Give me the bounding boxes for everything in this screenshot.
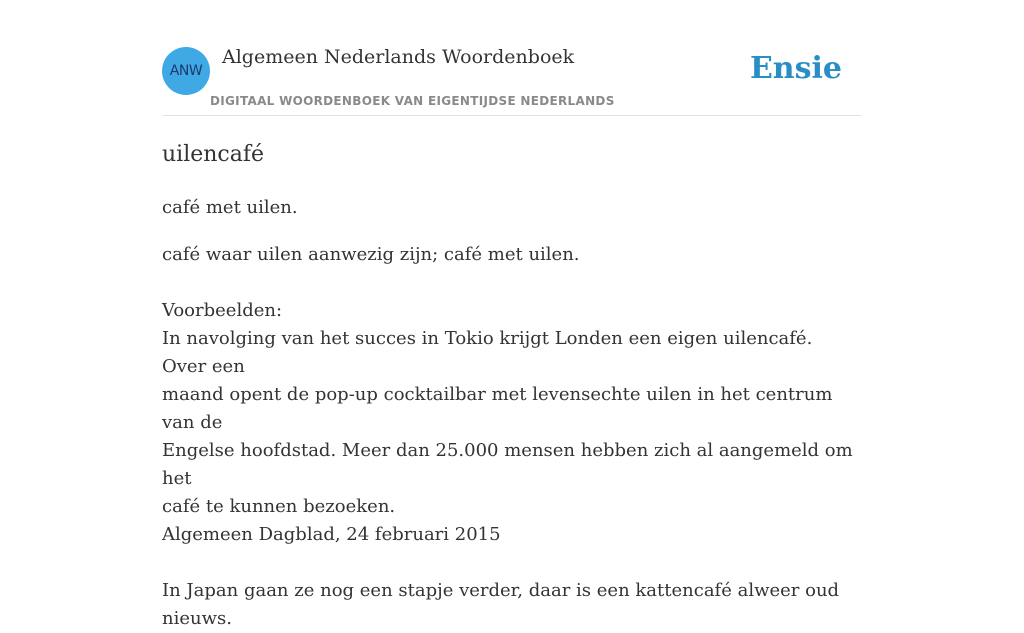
- examples-label: Voorbeelden:: [162, 300, 283, 321]
- spacer: [162, 549, 862, 577]
- page: [162, 0, 862, 629]
- site-subtitle: DIGITAAL WOORDENBOEK VAN EIGENTIJDSE NEDERLANDS: [210, 94, 615, 108]
- example-1-line-3: Engelse hoofdstad. Meer dan 25.000 mensen hebben zich al aangemeld om het: [162, 440, 853, 489]
- short-definition: café met uilen.: [162, 197, 298, 218]
- example-1-line-1: In navolging van het succes in Tokio krijgt Londen een eigen uilencafé. Over een: [162, 328, 813, 377]
- site-header: [162, 0, 862, 116]
- site-title[interactable]: Algemeen Nederlands Woordenboek: [222, 46, 575, 68]
- entry-content: [162, 141, 862, 633]
- example-1-line-4: café te kunnen bezoeken.: [162, 496, 396, 517]
- definition-text: café waar uilen aanwezig zijn; café met uilen.: [162, 244, 580, 265]
- entry-body: [162, 241, 862, 633]
- anw-logo-icon[interactable]: ANW: [162, 47, 210, 95]
- ensie-brand-link[interactable]: Ensie: [749, 51, 842, 86]
- example-1-source: Algemeen Dagblad, 24 februari 2015: [162, 524, 501, 545]
- entry-headword: uilencafé: [162, 142, 265, 167]
- spacer: [162, 269, 862, 297]
- example-1-line-2: maand opent de pop-up cocktailbar met levensechte uilen in het centrum van de: [162, 384, 833, 433]
- example-2-text: In Japan gaan ze nog een stapje verder, daar is een kattencafé alweer oud nieuws.: [162, 580, 840, 629]
